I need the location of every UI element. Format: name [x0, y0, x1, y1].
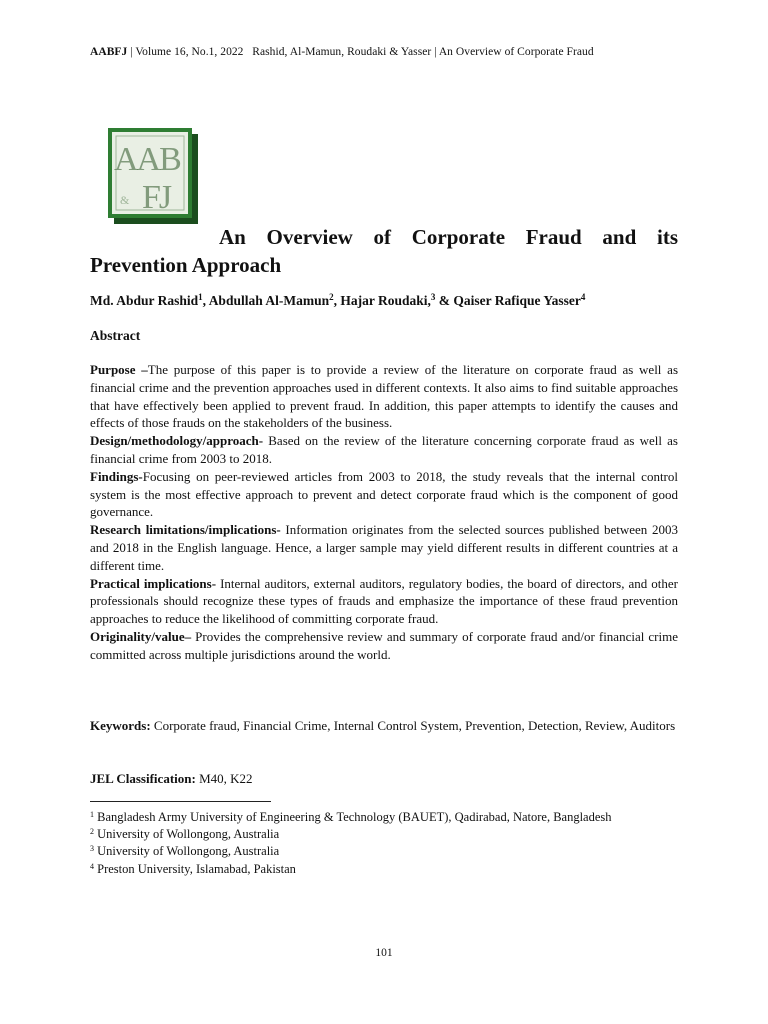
abstract-body — [90, 361, 678, 664]
abstract-text: Provides the comprehensive review and summary of corporate fraud and/or financial crime committed across multiple jurisdictions around the world. — [90, 628, 678, 662]
page-number: 101 — [375, 947, 393, 959]
header-separator: | — [127, 46, 136, 58]
footnote-mark: 4 — [90, 861, 94, 871]
journal-abbrev: AABFJ — [90, 46, 128, 58]
paper-title — [90, 223, 678, 279]
abstract-practical — [90, 575, 678, 628]
paper-title-text: An Overview of Corporate Fraud and its Prevention Approach — [90, 225, 678, 277]
journal-logo — [108, 128, 198, 224]
abstract-text: Focusing on peer-reviewed articles from 2003 to 2018, the study reveals that the internal control system is the most effective approach to prevent and detect corporate fraud which is the component of good governance. — [90, 468, 678, 520]
abstract-label: Findings- — [90, 468, 143, 484]
abstract-originality — [90, 628, 678, 664]
jel-classification — [90, 770, 253, 788]
abstract-label: Research limitations/implications- — [90, 522, 281, 538]
author-separator: , — [333, 293, 341, 308]
footnote-mark: 3 — [90, 844, 94, 854]
footnote-text: University of Wollongong, Australia — [94, 827, 280, 842]
author-separator: & — [435, 293, 454, 308]
abstract-text: The purpose of this paper is to provide a review of the literature on corporate fraud as well as financial crime and the prevention approaches used in different contexts. It also aims to find suitable approaches that have effectively been applied to prevent fraud. In addition, this paper attempts to identify the causes and effects of those frauds on the stakeholders of the business. — [90, 362, 678, 431]
keywords-text: Corporate fraud, Financial Crime, Internal Control System, Prevention, Detection, Review, Auditors — [150, 718, 676, 733]
abstract-text: Information originates from the selected sources published between 2003 and 2018 in the English language. Hence, a larger sample may yield different results in different countries at a different time. — [90, 522, 678, 573]
author-3: Hajar Roudaki, — [340, 293, 431, 308]
header-authors-title: Rashid, Al-Mamun, Roudaki & Yasser | An Overview of Corporate Fraud — [252, 46, 594, 58]
footnote-text: Bangladesh Army University of Engineering & Technology (BAUET), Qadirabad, Natore, Bangladesh — [94, 810, 612, 824]
author-1-mark: 1 — [198, 292, 203, 302]
abstract-text: Based on the review of the literature concerning corporate fraud as well as financial crime from 2003 to 2018. — [90, 433, 678, 466]
abstract-label: Originality/value– — [90, 628, 192, 644]
author-3-mark: 3 — [430, 292, 436, 302]
footnote-3 — [90, 843, 678, 860]
abstract-findings — [90, 468, 678, 521]
author-separator: , — [202, 293, 209, 308]
abstract-label: Design/methodology/approach- — [90, 433, 264, 449]
svg-text:&: & — [120, 193, 130, 207]
keywords — [90, 717, 678, 735]
abstract-label: Purpose – — [90, 362, 148, 377]
footnote-1 — [90, 809, 678, 826]
author-1: Md. Abdur Rashid — [90, 293, 199, 308]
abstract-heading: Abstract — [90, 328, 141, 343]
footnote-2 — [90, 826, 678, 843]
paper-page — [90, 0, 678, 1024]
footnotes — [90, 809, 678, 878]
abstract-design — [90, 432, 678, 468]
footnote-text: University of Wollongong, Australia — [94, 844, 280, 859]
logo-text-bottom: FJ — [142, 179, 171, 216]
author-2: Abdullah Al-Mamun — [208, 293, 330, 308]
footnote-text: Preston University, Islamabad, Pakistan — [94, 861, 296, 876]
footnote-mark: 1 — [90, 810, 94, 819]
jel-text: M40, K22 — [195, 771, 253, 786]
header-volume: Volume 16, No.1, 2022 — [135, 46, 244, 58]
footnote-4 — [90, 861, 678, 878]
abstract-text: Internal auditors, external auditors, regulatory bodies, the board of directors, and other professionals should recognize these types of frauds and emphasize the importance of these fraud prevention approaches to reduce the likelihood of committing corporate fraud. — [90, 575, 679, 627]
jel-label: JEL Classification: — [90, 771, 196, 786]
footnote-divider — [90, 801, 271, 802]
abstract-label: Practical implications- — [90, 575, 217, 591]
keywords-label: Keywords: — [90, 718, 151, 733]
author-2-mark: 2 — [329, 292, 334, 302]
author-4-mark: 4 — [580, 292, 586, 302]
author-list — [90, 293, 678, 309]
running-header — [90, 46, 690, 58]
abstract-limitations — [90, 521, 678, 574]
abstract-purpose — [90, 361, 678, 432]
author-4: Qaiser Rafique Yasser — [453, 293, 581, 308]
footnote-mark: 2 — [90, 827, 94, 837]
logo-text-top: AAB — [114, 141, 180, 178]
